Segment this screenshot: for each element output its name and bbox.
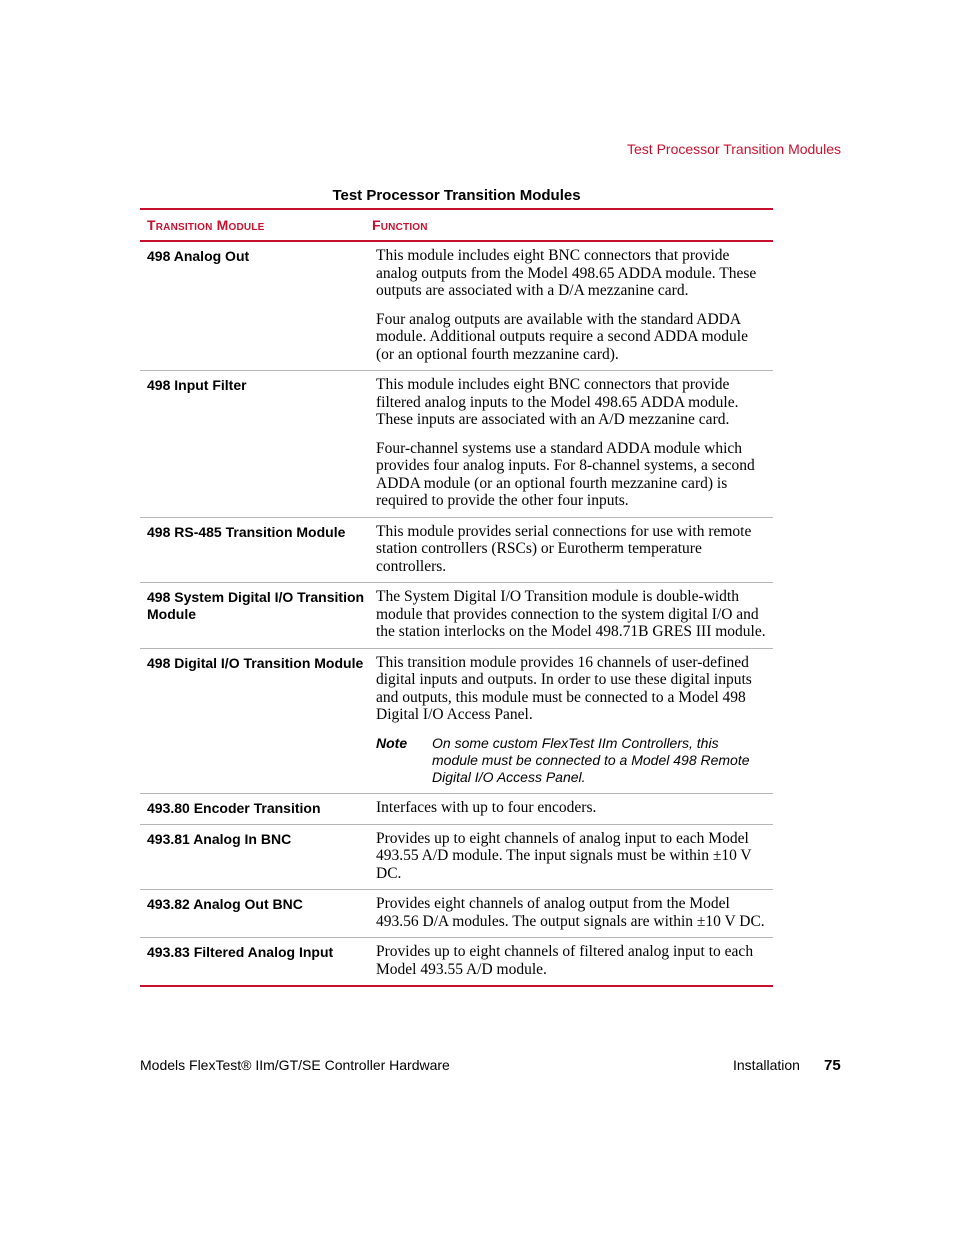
table-row [140,794,773,825]
module-name: 498 System Digital I/O Transition Module [147,589,365,622]
function-text: Provides eight channels of analog output from the Model 493.56 D/A modules. The output signals are within ±10 V DC. [376,895,765,930]
module-name: 498 RS-485 Transition Module [147,523,346,540]
function-cell [376,895,773,930]
note-label: Note [376,734,408,751]
function-text: This module includes eight BNC connectors that provide filtered analog inputs to the Model 498.65 ADDA module. These inputs are associated with an A/D mezzanine card. [376,376,739,428]
table-row [140,825,773,891]
function-text: Four analog outputs are available with the standard ADDA module. Additional outputs require a second ADDA module (or an optional fourth mezzanine card). [376,310,748,363]
function-cell [376,830,773,883]
module-name: 498 Input Filter [147,377,247,393]
table-row [140,890,773,938]
table-row [140,371,773,518]
table-row [140,938,773,987]
function-text: This module provides serial connections for use with remote station controllers (RSCs) or Eurotherm temperature controllers. [376,522,752,575]
column-header-module: Transition Module [147,217,265,233]
function-cell [376,799,773,817]
function-cell [376,523,773,576]
module-name: 493.80 Encoder Transition [147,799,321,816]
running-head: Test Processor Transition Modules [627,141,841,157]
table-header-row [140,210,773,242]
note-block [376,735,767,786]
footer-section: Installation [733,1057,800,1073]
function-text: Interfaces with up to four encoders. [376,798,597,816]
transition-modules-table [140,208,773,987]
function-cell [376,247,773,363]
function-text: Provides up to eight channels of filtered analog input to each Model 493.55 A/D module. [376,943,754,978]
column-header-function: Function [372,217,428,233]
module-name: 493.82 Analog Out BNC [147,896,303,912]
table-row [140,649,773,794]
function-cell [376,654,773,786]
function-text: Four-channel systems use a standard ADDA module which provides four analog inputs. For 8-channel systems, a second ADDA module (or an optional fourth mezzanine card) is required to provide the other four inputs. [376,439,755,509]
page-number: 75 [824,1057,841,1074]
function-text: The System Digital I/O Transition module is double-width module that provides connection to the system digital I/O and the station interlocks on the Model 498.71B GRES III module. [376,588,766,640]
note-text: On some custom FlexTest IIm Controllers, this module must be connected to a Model 498 Remote Digital I/O Access Panel. [432,734,750,785]
function-text: Provides up to eight channels of analog input to each Model 493.55 A/D module. The input signals must be within ±10 V DC. [376,829,752,882]
function-text: This transition module provides 16 channels of user-defined digital inputs and outputs. In order to use these digital inputs and outputs, this module must be connected to a Model 498 Digital I/O Access Panel. [376,653,752,723]
table-title: Test Processor Transition Modules [332,187,581,204]
function-text: This module includes eight BNC connectors that provide analog outputs from the Model 498.65 ADDA module. These outputs are associated with a D/A mezzanine card. [376,247,757,299]
function-cell [376,376,773,510]
module-name: 493.81 Analog In BNC [147,830,292,847]
table-row [140,242,773,371]
table-row [140,518,773,584]
module-name: 498 Digital I/O Transition Module [147,654,364,671]
module-name: 493.83 Filtered Analog Input [147,944,334,960]
table-row [140,583,773,649]
footer-title: Models FlexTest® IIm/GT/SE Controller Hardware [140,1057,450,1073]
function-cell [376,943,773,978]
module-name: 498 Analog Out [147,248,250,264]
function-cell [376,588,773,641]
